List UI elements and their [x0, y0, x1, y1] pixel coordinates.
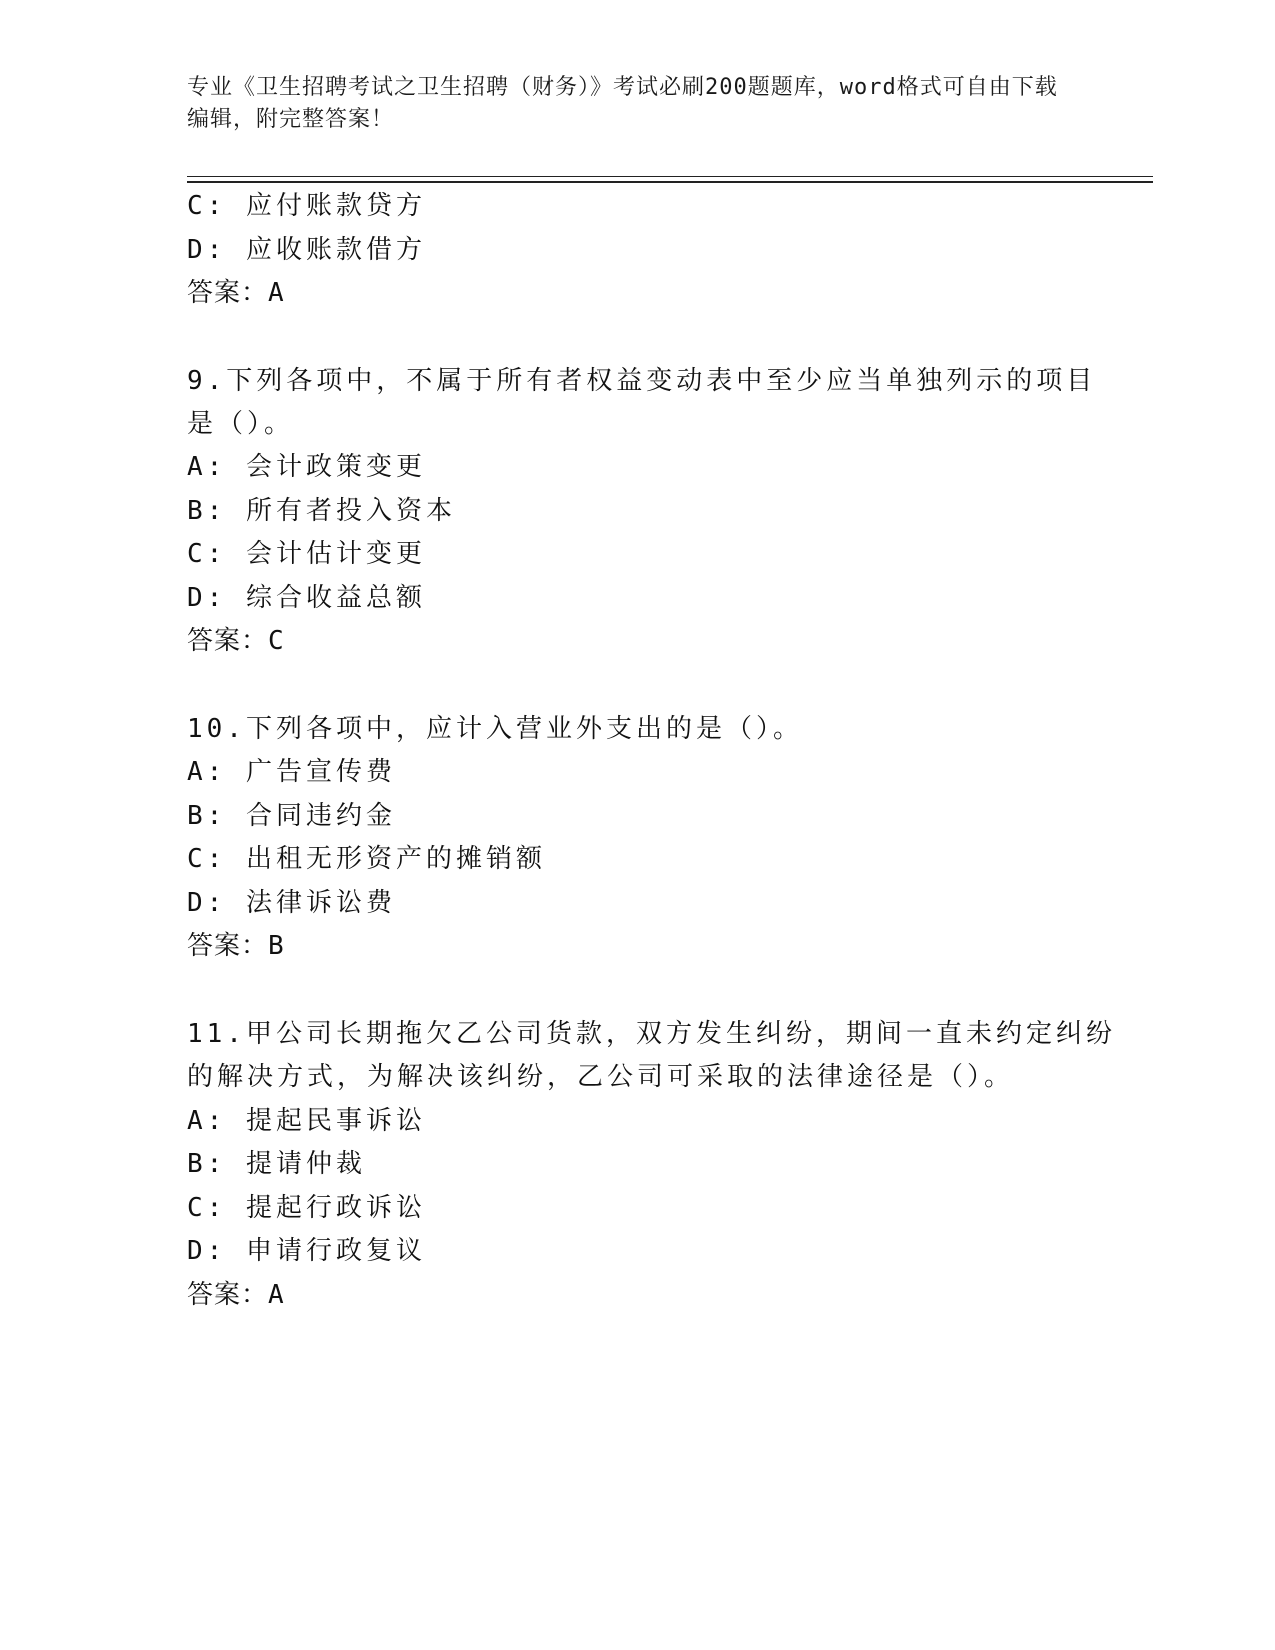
header-divider-thin: [187, 176, 1153, 177]
answer-label: 答案：: [187, 1280, 269, 1310]
question-9-option-c: C: 会计估计变更: [187, 539, 426, 569]
question-9-answer: [187, 625, 285, 657]
question-11-stem-line-1: 11.甲公司长期拖欠乙公司货款，双方发生纠纷，期间一直未约定纠纷: [187, 1019, 1116, 1049]
question-9-option-a: A: 会计政策变更: [187, 452, 426, 482]
page-header: 专业《卫生招聘考试之卫生招聘（财务）》考试必刷200题题库，word格式可自由下载编辑，附完整答案！: [187, 75, 1058, 132]
question-11-option-d: D: 申请行政复议: [187, 1236, 426, 1266]
question-10-stem-line-1: 10.下列各项中，应计入营业外支出的是（）。: [187, 714, 803, 744]
question-9-option-b: B: 所有者投入资本: [187, 496, 456, 526]
answer-label: 答案：: [187, 931, 269, 961]
answer-label: 答案：: [187, 278, 269, 308]
question-11-stem-line-2: 的解决方式，为解决该纠纷，乙公司可采取的法律途径是（）。: [187, 1062, 1015, 1092]
prev-answer: [187, 277, 285, 309]
prev-option-c: C: 应付账款贷方: [187, 191, 426, 221]
question-11-option-b: B: 提请仲裁: [187, 1149, 366, 1179]
question-9-option-d: D: 综合收益总额: [187, 583, 426, 613]
question-10-answer: [187, 930, 285, 962]
question-11-answer: [187, 1279, 285, 1311]
answer-label: 答案：: [187, 626, 269, 656]
question-11-option-a: A: 提起民事诉讼: [187, 1106, 426, 1136]
prev-option-d: D: 应收账款借方: [187, 235, 426, 265]
question-9-stem-line-2: 是（）。: [187, 409, 295, 439]
answer-value: A: [268, 1280, 285, 1310]
question-9-stem-line-1: 9.下列各项中，不属于所有者权益变动表中至少应当单独列示的项目: [187, 366, 1097, 396]
answer-value: C: [268, 626, 285, 656]
question-10-option-b: B: 合同违约金: [187, 801, 396, 831]
header-divider-thick: [187, 181, 1153, 183]
question-11-option-c: C: 提起行政诉讼: [187, 1193, 426, 1223]
answer-value: A: [268, 278, 285, 308]
question-10-option-c: C: 出租无形资产的摊销额: [187, 844, 546, 874]
answer-value: B: [268, 931, 285, 961]
question-10-option-a: A: 广告宣传费: [187, 757, 396, 787]
question-10-option-d: D: 法律诉讼费: [187, 888, 396, 918]
